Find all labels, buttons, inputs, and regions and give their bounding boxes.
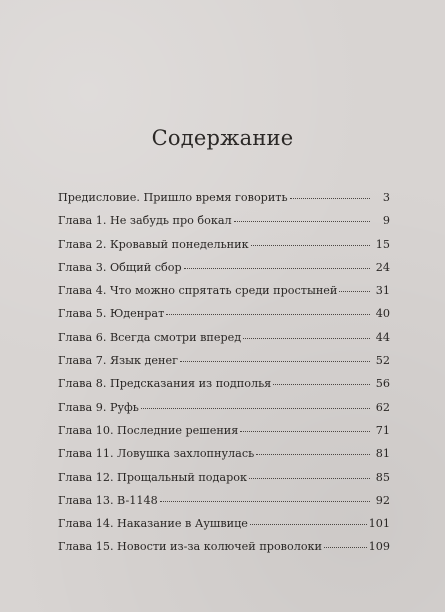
toc-entry-page: 15 [375, 237, 390, 251]
toc-entry-page: 92 [375, 493, 390, 507]
toc-entry-5 [58, 307, 390, 330]
toc-leader-dots [160, 501, 370, 502]
toc-entry-label: Глава 12. Прощальный подарок [58, 470, 247, 484]
table-of-contents [58, 191, 390, 564]
toc-entry-label: Глава 15. Новости из-за колючей проволоки [58, 540, 322, 554]
toc-entry-10 [58, 424, 390, 447]
toc-entry-label: Глава 6. Всегда смотри вперед [58, 330, 242, 344]
toc-entry-label: Глава 14. Наказание в Аушвице [58, 517, 248, 531]
toc-entry-page: 44 [375, 330, 390, 344]
toc-entry-6 [58, 331, 390, 354]
toc-leader-dots [273, 384, 370, 385]
page-title: Содержание [151, 126, 294, 150]
toc-entry-page: 62 [375, 400, 390, 414]
toc-entry-page: 71 [375, 423, 390, 437]
toc-entry-label: Глава 7. Язык денег [58, 354, 178, 368]
toc-entry-label: Предисловие. Пришло время говорить [58, 191, 288, 204]
toc-entry-label: Глава 1. Не забудь про бокал [58, 214, 232, 228]
toc-entry-page: 9 [382, 214, 390, 228]
toc-leader-dots [250, 524, 367, 525]
toc-entry-1 [58, 214, 390, 237]
toc-leader-dots [290, 198, 370, 199]
toc-entry-label: Глава 4. Что можно спрятать среди простыней [58, 284, 338, 298]
toc-leader-dots [141, 408, 370, 409]
toc-entry-page: 56 [375, 377, 390, 391]
toc-entry-7 [58, 354, 390, 377]
toc-leader-dots [339, 291, 370, 292]
toc-entry-page: 101 [368, 517, 390, 531]
toc-entry-page: 3 [382, 191, 390, 204]
toc-leader-dots [324, 547, 367, 548]
toc-entry-label: Глава 3. Общий сбор [58, 260, 182, 274]
toc-entry-3 [58, 261, 390, 284]
toc-leader-dots [234, 221, 370, 222]
toc-entry-label: Глава 2. Кровавый понедельник [58, 237, 249, 251]
toc-entry-page: 109 [368, 540, 390, 554]
toc-entry-label: Глава 13. B-1148 [58, 493, 158, 507]
toc-leader-dots [251, 245, 370, 246]
toc-entry-13 [58, 494, 390, 517]
toc-entry-page: 81 [375, 447, 390, 461]
toc-entry-14 [58, 517, 390, 540]
toc-entry-2 [58, 238, 390, 261]
toc-entry-label: Глава 11. Ловушка захлопнулась [58, 447, 255, 461]
toc-entry-page: 24 [375, 260, 390, 274]
toc-leader-dots [256, 454, 370, 455]
toc-entry-page: 40 [375, 307, 390, 321]
toc-leader-dots [240, 431, 370, 432]
toc-leader-dots [184, 268, 370, 269]
toc-entry-page: 52 [375, 354, 390, 368]
toc-entry-8 [58, 377, 390, 400]
toc-entry-9 [58, 401, 390, 424]
toc-leader-dots [249, 478, 370, 479]
toc-leader-dots [180, 361, 370, 362]
toc-leader-dots [243, 338, 370, 339]
toc-entry-4 [58, 284, 390, 307]
toc-entry-label: Глава 5. Юденрат [58, 307, 165, 321]
toc-entry-label: Глава 9. Руфь [58, 400, 139, 414]
toc-entry-12 [58, 471, 390, 494]
toc-entry-page: 85 [375, 470, 390, 484]
toc-entry-page: 31 [375, 284, 390, 298]
toc-entry-11 [58, 447, 390, 470]
toc-leader-dots [166, 314, 370, 315]
toc-entry-label: Глава 8. Предсказания из подполья [58, 377, 272, 391]
toc-entry-label: Глава 10. Последние решения [58, 423, 239, 437]
toc-entry-15 [58, 540, 390, 563]
toc-entry-0 [58, 191, 390, 214]
